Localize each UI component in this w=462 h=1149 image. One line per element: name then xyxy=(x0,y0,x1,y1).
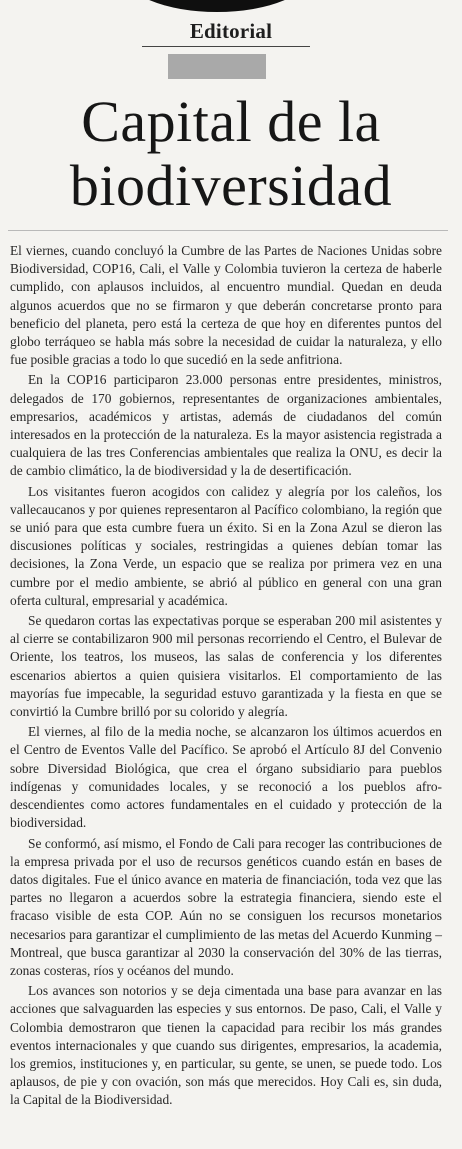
paragraph: Se conformó, así mismo, el Fondo de Cali para recoger las contribuciones de la empresa privada por el uso de recursos genéticos cuando están en bases de datos digitales. Fue el único avance en materia de financiación, toda vez que las partes no llegaron a acuerdos sobre la estrategia financiera, siendo este el fracaso visible de esta COP. Aún no se consiguen los recursos monetarios necesarios para garantizar el cumplimiento de las metas del Acuerdo Kunming – Montreal, que busca garantizar al 2030 la conservación del 30% de las tierras, zonas costeras, ríos y océanos del mundo. xyxy=(10,835,442,978)
headline-rule xyxy=(8,230,448,231)
paragraph: Los avances son notorios y se deja cimentada una base para avanzar en las acciones que salvaguarden las especies y sus entornos. De paso, Cali, el Valle y Colombia demostraron que tienen la capacidad para recibir los más grandes eventos internacionales y que cuando sus dirigentes, empresarios, la academia, los gremios, instituciones y, en particular, su gente, se unen, se puede todo. Los aplausos, de pie y con ovación, son más que merecidos. Hoy Cali es, sin duda, la Capital de la Biodiversidad. xyxy=(10,983,442,1108)
section-tab-block xyxy=(168,54,266,79)
paragraph: El viernes, al filo de la media noche, se alcanzaron los últimos acuerdos en el Centro de Eventos Valle del Pacífico. Se aprobó el Artículo 8J del Convenio sobre Diversidad Biológica, que crea el órgano subsidiario para pueblos indígenas y comunidades locales, y se reconoció a los pueblos afro-descendientes como actores fundamentales en el cuidado y protección de la biodiversidad. xyxy=(10,724,442,831)
headline-line-2: biodiversidad xyxy=(69,153,393,218)
paragraph: Se quedaron cortas las expectativas porque se esperaban 200 mil asistentes y al cierre se contabilizaron 900 mil personas recorriendo el Centro, el Bulevar de Oriente, los teatros, los museos, las salas de conferencia y los diferentes escenarios abiertos a quien quisiera visitarlos. El comportamiento de las mayorías fue impecable, la seguridad estuvo garantizada y la fiesta en que se convirtió la Cumbre brilló por su colorido y alegría. xyxy=(10,613,442,720)
paragraph: El viernes, cuando concluyó la Cumbre de las Partes de Naciones Unidas sobre Biodiversidad, COP16, Cali, el Valle y Colombia tuvieron la certeza de haberle cumplido, con aplausos incluidos, al encuentro mundial. Quedan en deuda algunos acuerdos que no se firmaron y que deberán concretarse pronto para beneficio del planeta, pero está la certeza de que hoy en diferentes puntos del globo terráqueo se habla más sobre la necesidad de cuidar la naturaleza, y ello fue posible gracias a todo lo que sucedió en la sede anfitriona. xyxy=(10,243,442,368)
paragraph: Los visitantes fueron acogidos con calidez y alegría por los caleños, los vallecaucanos y por quienes representaron al Pacífico colombiano, la región que se unió para que esta cumbre fuera un éxito. Si en la Zona Azul se dieron las discusiones políticas y sociales, restringidas a quienes debían tomar las decisiones, la Zona Verde, un espacio que se realiza por primera vez en una cumbre por el medio ambiente, se abrió al público en general con una gran oferta cultural, empresarial y académica. xyxy=(10,483,442,608)
article-body xyxy=(10,242,442,1112)
section-label: Editorial xyxy=(189,19,273,43)
paragraph: En la COP16 participaron 23.000 personas entre presidentes, ministros, delegados de 170 gobiernos, representantes de organizaciones ambientales, empresarios, académicos y artistas, además de ciudadanos del común interesados en la protección de la naturaleza. Es la mayor asistencia registrada a cualquiera de las tres Conferencias ambientales que realiza la ONU, es decir la de cambio climático, la de biodiversidad y la de desertificación. xyxy=(10,372,442,479)
masthead-arc xyxy=(122,0,312,12)
section-rule xyxy=(142,46,310,47)
headline-line-1: Capital de la xyxy=(81,89,381,154)
headline xyxy=(0,90,462,218)
